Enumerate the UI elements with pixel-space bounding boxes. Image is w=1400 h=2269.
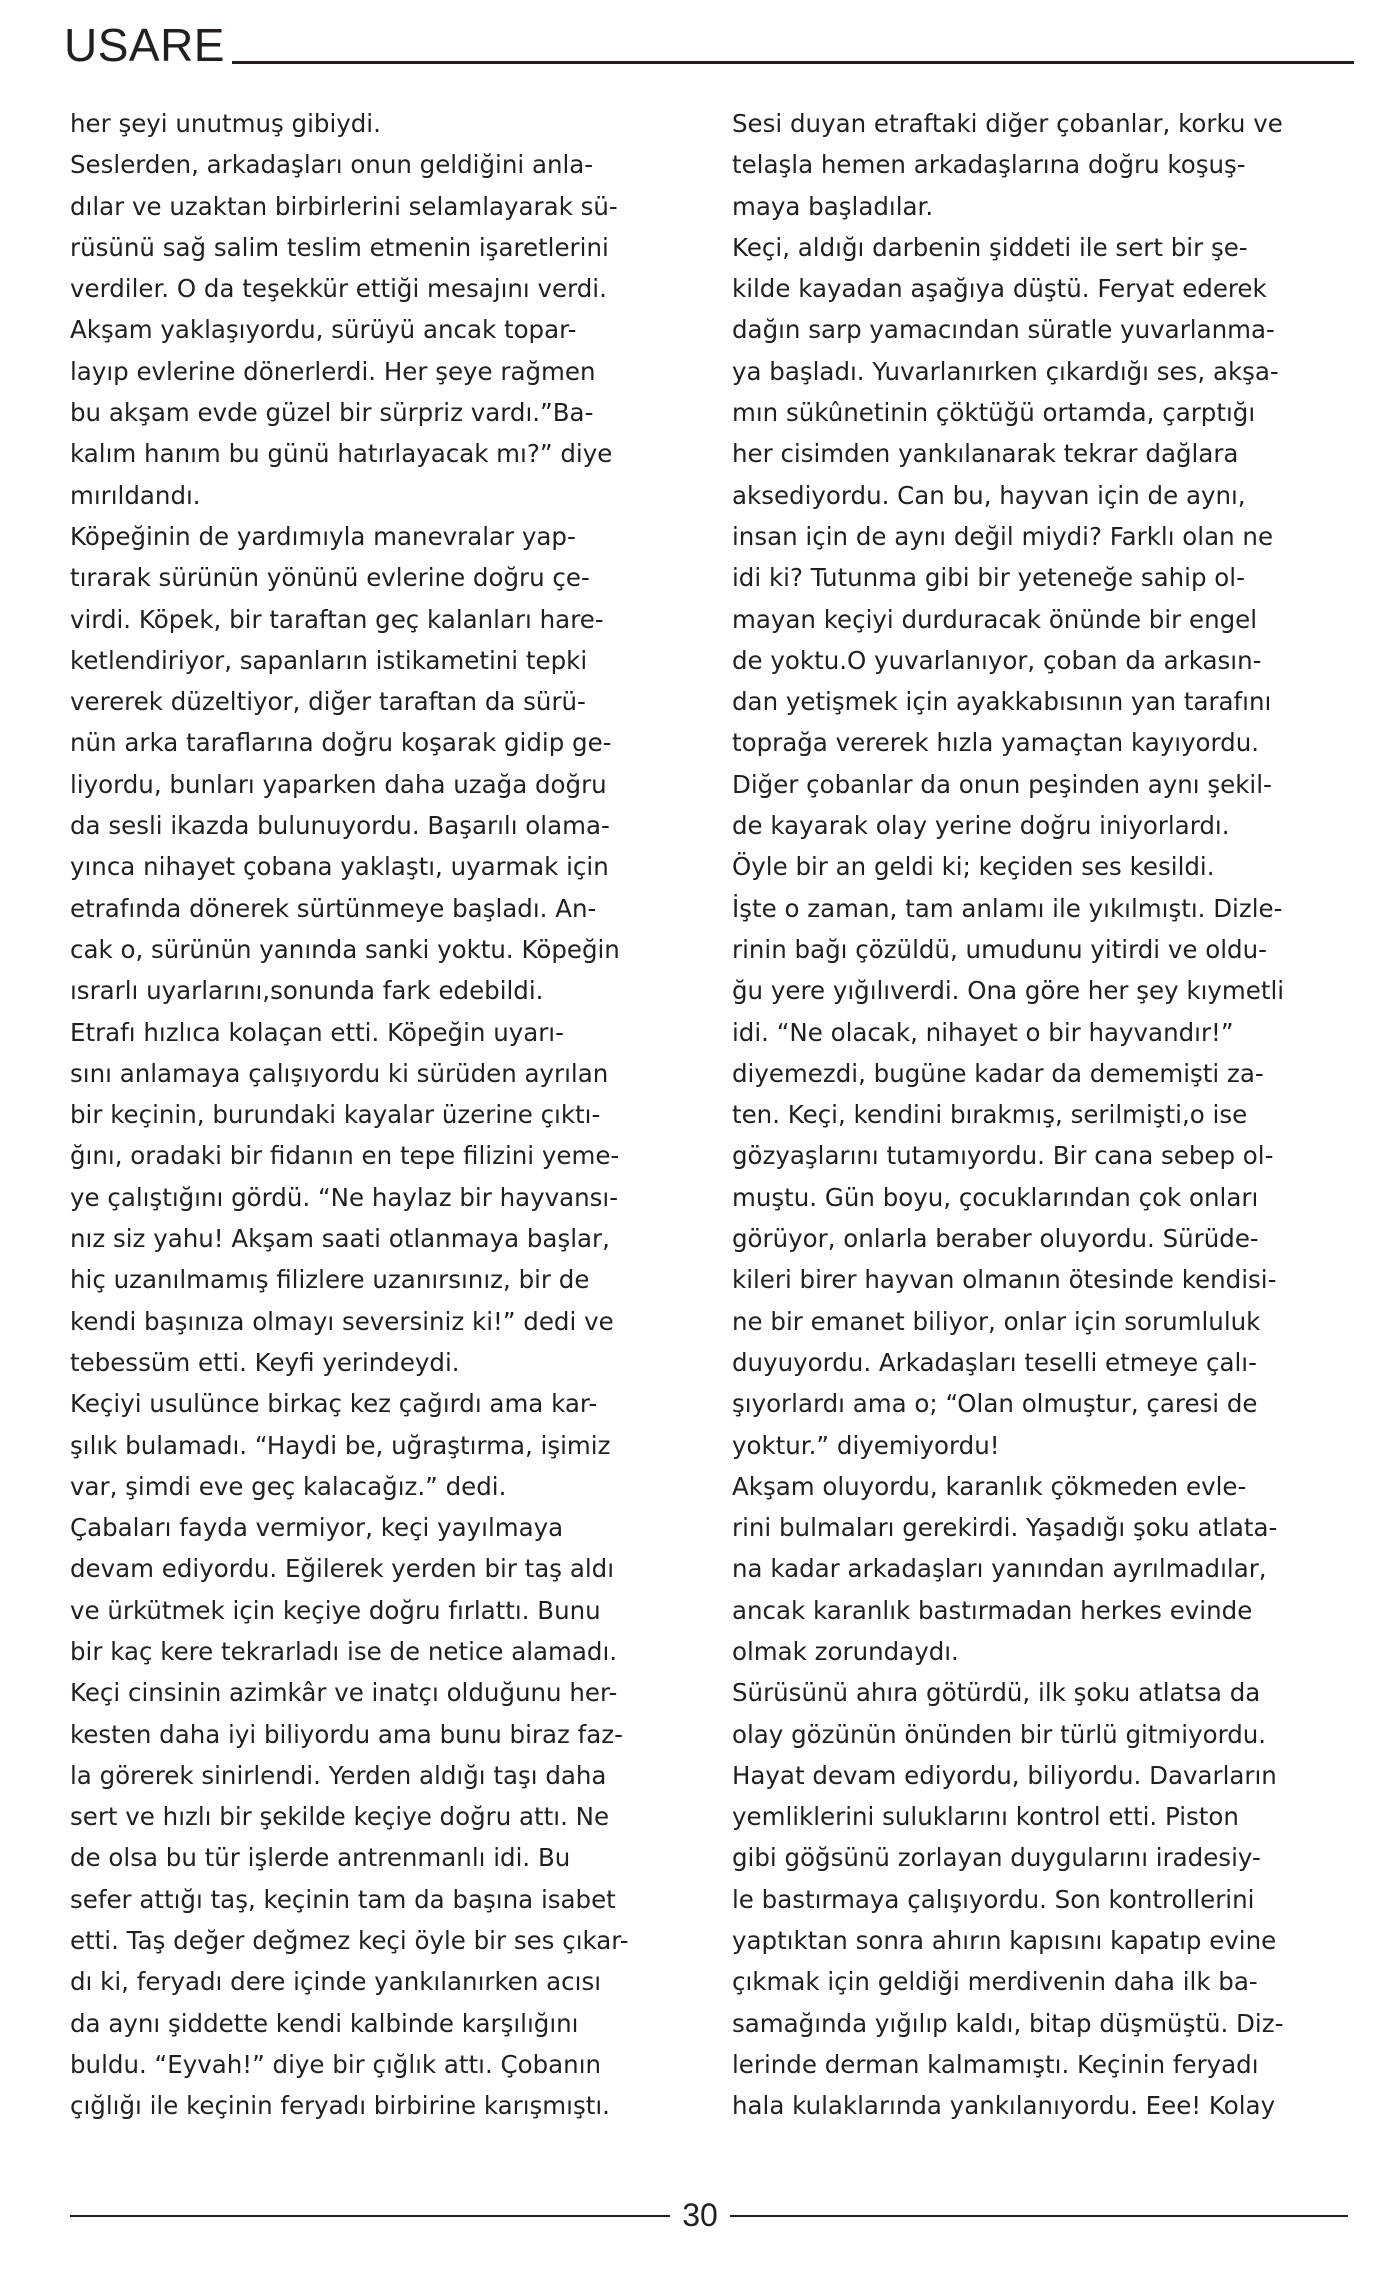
paragraph: Akşam yaklaşıyordu, sürüyü ancak topar- layıp evlerine dönerlerdi. Her şeye rağmen bu akşam evde güzel bir sürpriz vardı.”Ba- kalım hanım bu günü hatırlayacak mı?” diye mırıldandı.: [70, 315, 613, 510]
page-number: 30: [682, 2197, 718, 2233]
header-rule: [232, 61, 1354, 64]
footer-rule-right: [730, 2215, 1348, 2217]
paragraph: Sürüsünü ahıra götürdü, ilk şoku atlatsa da olay gözünün önünden bir türlü gitmiyordu. Hayat devam ediyordu, biliyordu. Davarların yemliklerini suluklarını kontrol etti. Piston gibi göğsünü zorlayan duygularını iradesiy- le bastırmaya çalışıyordu. Son kontrollerini yaptıktan sonra ahırın kapısını kapatıp evine çıkmak için geldiği merdivenin daha ilk ba- samağında yığılıp kaldı, bitap düşmüştü. Diz- lerinde derman kalmamıştı. Keçinin feryadı hala kulaklarında yankılanıyordu. Eee! Kolay: [732, 1678, 1284, 2121]
magazine-title: USARE: [64, 19, 225, 71]
left-column: [70, 103, 687, 2127]
page-header: [64, 20, 1354, 70]
paragraph: Öyle bir an geldi ki; keçiden ses kesildi. İşte o zaman, tam anlamı ile yıkılmıştı. Dizle- rinin bağı çözüldü, umudunu yitirdi ve oldu- ğu yere yığılıverdi. Ona göre her şey kıymetli idi. “Ne olacak, nihayet o bir hayvandır!” diyemezdi, bugüne kadar da dememişti za- ten. Keçi, kendini bırakmış, serilmişti,o ise gözyaşlarını tutamıyordu. Bir cana sebep ol- muştu. Gün boyu, çocuklarından çok onları görüyor, onlarla beraber oluyordu. Sürüde- kileri birer hayvan olmanın ötesinde kendisi- ne bir emanet biliyor, onlar için sorumluluk duyuyordu. Arkadaşları teselli etmeye çalı- şıyorlardı ama o; “Olan olmuştur, çaresi de yoktur.” diyemiyordu!: [732, 852, 1285, 1460]
paragraph: her şeyi unutmuş gibiydi.: [70, 109, 381, 138]
paragraph: Köpeğinin de yardımıyla manevralar yap- tırarak sürünün yönünü evlerine doğru çe- virdi. Köpek, bir taraftan geç kalanları hare- ketlendiriyor, sapanların istikametini tepki vererek düzeltiyor, diğer taraftan da sürü- nün arka taraflarına doğru koşarak gidip ge- liyordu, bunları yaparken daha uzağa doğru da sesli ikazda bulunuyordu. Başarılı olama- yınca nihayet çobana yaklaştı, uyarmak için etrafında dönerek sürtünmeye başladı. An- cak o, sürünün yanında sanki yoktu. Köpeğin ısrarlı uyarlarını,sonunda fark edebildi.: [70, 521, 620, 1006]
right-column: [732, 103, 1349, 2127]
paragraph: Keçi, aldığı darbenin şiddeti ile sert bir şe- kilde kayadan aşağıya düştü. Feryat ederek dağın sarp yamacından süratle yuvarlanma- ya başladı. Yuvarlanırken çıkardığı ses, akşa- mın sükûnetinin çöktüğü ortamda, çarptığı her cisimden yankılanarak tekrar dağlara aksediyordu. Can bu, hayvan için de aynı, insan için de aynı değil miydi? Farklı olan ne idi ki? Tutunma gibi bir yeteneğe sahip ol- mayan keçiyi durduracak önünde bir engel de yoktu.O yuvarlanıyor, çoban da arkasın- dan yetişmek için ayakkabısının yan tarafını toprağa vererek hızla yamaçtan kayıyordu. Diğer çobanlar da onun peşinden aynı şekil- de kayarak olay yerine doğru iniyorlardı.: [732, 232, 1279, 841]
paragraph: Çabaları fayda vermiyor, keçi yayılmaya devam ediyordu. Eğilerek yerden bir taş aldı ve ürkütmek için keçiye doğru fırlattı. Bunu bir kaç kere tekrarladı ise de netice alamadı. Keçi cinsinin azimkâr ve inatçı olduğunu her- kesten daha iyi biliyordu ama bunu biraz faz- la görerek sinirlendi. Yerden aldığı taşı daha sert ve hızlı bir şekilde keçiye doğru attı. Ne de olsa bu tür işlerde antrenmanlı idi. Bu sefer attığı taş, keçinin tam da başına isabet etti. Taş değer değmez keçi öyle bir ses çıkar- dı ki, feryadı dere içinde yankılanırken acısı da aynı şiddette kendi kalbinde karşılığını buldu. “Eyvah!” diye bir çığlık attı. Çobanın çığlığı ile keçinin feryadı birbirine karışmıştı.: [70, 1513, 629, 2121]
paragraph: Seslerden, arkadaşları onun geldiğini anla- dılar ve uzaktan birbirlerini selamlayarak sü- rüsünü sağ salim teslim etmenin işaretlerini verdiler. O da teşekkür ettiği mesajını verdi.: [70, 150, 618, 304]
paragraph: Akşam oluyordu, karanlık çökmeden evle- rini bulmaları gerekirdi. Yaşadığı şoku atlata- na kadar arkadaşları yanından ayrılmadılar, ancak karanlık bastırmadan herkes evinde olmak zorundaydı.: [732, 1471, 1278, 1666]
paragraph: Sesi duyan etraftaki diğer çobanlar, korku ve telaşla hemen arkadaşlarına doğru koşuş- maya başladılar.: [732, 109, 1283, 221]
paragraph: Etrafı hızlıca kolaçan etti. Köpeğin uyarı- sını anlamaya çalışıyordu ki sürüden ayrılan bir keçinin, burundaki kayalar üzerine çıktı- ğını, oradaki bir fidanın en tepe filizini yeme- ye çalıştığını gördü. “Ne haylaz bir hayvansı- nız siz yahu! Akşam saati otlanmaya başlar, hiç uzanılmamış filizlere uzanırsınız, bir de kendi başınıza olmayı seversiniz ki!” dedi ve tebessüm etti. Keyfi yerindeydi.: [70, 1017, 620, 1377]
paragraph: Keçiyi usulünce birkaç kez çağırdı ama kar- şılık bulamadı. “Haydi be, uğraştırma, işimiz var, şimdi eve geç kalacağız.” dedi.: [70, 1389, 611, 1501]
footer-rule-left: [70, 2215, 670, 2217]
